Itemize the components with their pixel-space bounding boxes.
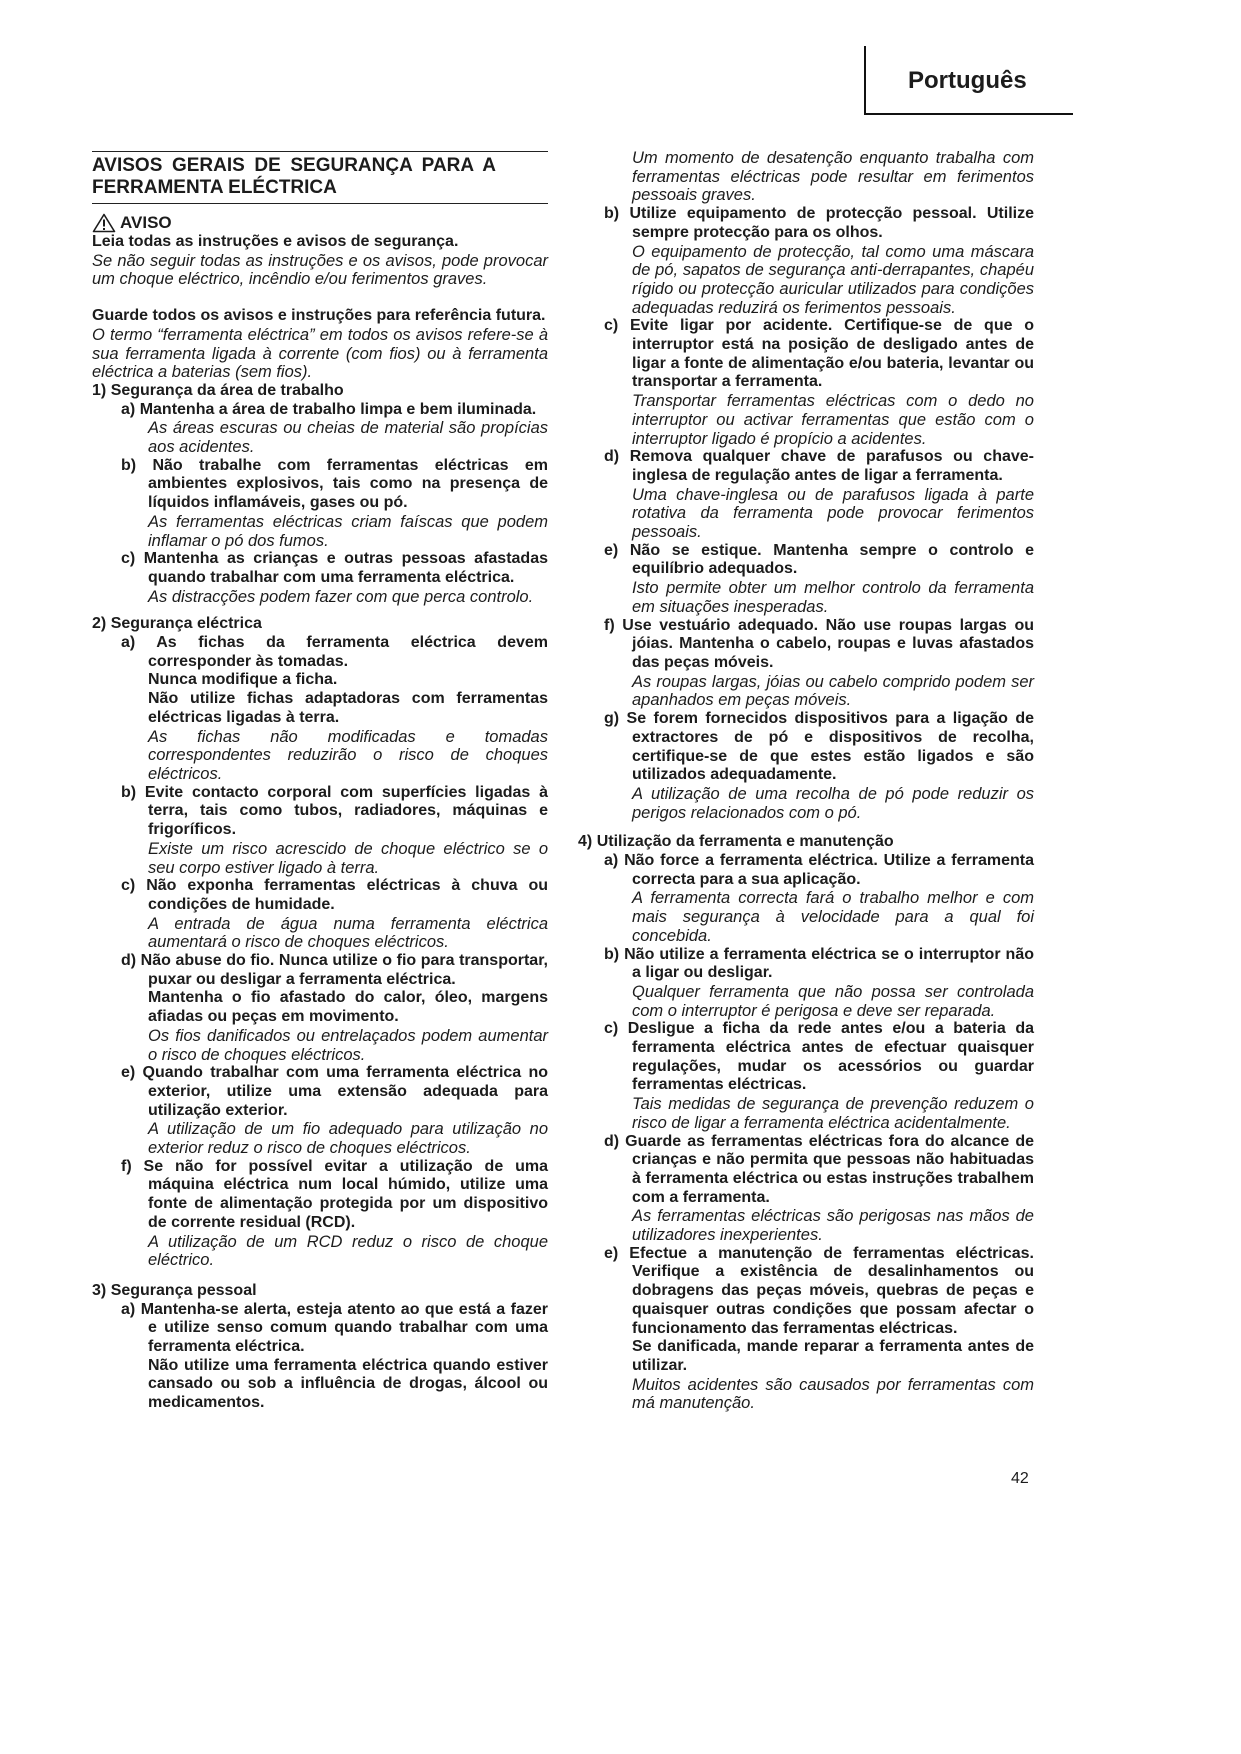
item-4d bbox=[578, 1133, 1034, 1245]
item-heading bbox=[578, 448, 1034, 485]
item-note: A utilização de um RCD reduz o risco de choque eléctrico. bbox=[148, 1232, 548, 1270]
item-text: Evite ligar por acidente. Certifique-se de que o interruptor está na posição de desligado antes de ligar a fonte de alimentação e/ou bateria, levantar ou transportar a ferramenta. bbox=[629, 317, 1035, 391]
item-note: As fichas não modificadas e tomadas correspondentes reduzirão o risco de choques eléctricos. bbox=[148, 727, 548, 783]
item-note: A entrada de água numa ferramenta eléctrica aumentará o risco de choques eléctricos. bbox=[148, 914, 548, 952]
warning-label: AVISO bbox=[120, 213, 172, 232]
item-heading bbox=[92, 401, 548, 420]
item-heading bbox=[92, 550, 548, 587]
item-label: e) bbox=[604, 541, 619, 559]
section-heading-1 bbox=[92, 382, 548, 401]
item-text: Utilize equipamento de protecção pessoal. Utilize sempre protecção para os olhos. bbox=[629, 205, 1034, 241]
item-note: As ferramentas eléctricas são perigosas nas mãos de utilizadores inexperientes. bbox=[632, 1207, 1034, 1245]
item-heading bbox=[578, 1133, 1034, 1208]
section-heading-4 bbox=[578, 833, 1034, 852]
item-heading bbox=[92, 634, 548, 671]
section-title: Segurança pessoal bbox=[110, 1281, 257, 1299]
item-3e bbox=[578, 542, 1034, 617]
item-heading bbox=[92, 877, 548, 914]
item-label: f) bbox=[604, 616, 615, 634]
section-number: 3) bbox=[92, 1281, 107, 1299]
item-note: Uma chave-inglesa ou de parafusos ligada à parte rotativa da ferramenta pode provocar ferimentos pessoais. bbox=[632, 485, 1034, 542]
item-3b bbox=[578, 205, 1034, 317]
page-title: AVISOS GERAIS DE SEGURANÇA PARA A FERRAMENTA ELÉCTRICA bbox=[92, 155, 496, 198]
item-text: Não abuse do fio. Nunca utilize o fio para transportar, puxar ou desligar a ferramenta eléctrica. bbox=[140, 952, 548, 988]
item-text: Remova qualquer chave de parafusos ou chave-inglesa de regulação antes de ligar a ferramenta. bbox=[629, 448, 1034, 484]
item-label: c) bbox=[121, 550, 136, 568]
item-3g bbox=[578, 710, 1034, 822]
item-text: Evite contacto corporal com superfícies ligadas à terra, tais como tubos, radiadores, máquinas e frigoríficos. bbox=[144, 783, 548, 839]
item-note: Transportar ferramentas eléctricas com o dedo no interruptor ou activar ferramentas que estão com o interruptor ligado é propício a acidentes. bbox=[632, 392, 1034, 448]
item-label: a) bbox=[604, 852, 619, 870]
item-text: Não utilize a ferramenta eléctrica se o interruptor não a ligar ou desligar. bbox=[624, 945, 1034, 982]
item-4b bbox=[578, 946, 1034, 1021]
item-label: a) bbox=[121, 1300, 136, 1318]
warning-triangle-icon bbox=[92, 213, 116, 233]
item-2d bbox=[92, 952, 548, 1064]
item-heading bbox=[92, 1158, 548, 1233]
item-heading bbox=[92, 1064, 548, 1120]
section-heading-3 bbox=[92, 1282, 548, 1301]
item-label: b) bbox=[121, 783, 137, 801]
item-note: Qualquer ferramenta que não possa ser controlada com o interruptor é perigosa e deve ser reparada. bbox=[632, 982, 1034, 1020]
read-all-note: Se não seguir todas as instruções e os avisos, pode provocar um choque eléctrico, incêndio e/ou ferimentos graves. bbox=[92, 251, 548, 289]
item-2b bbox=[92, 784, 548, 878]
section-title: Utilização da ferramenta e manutenção bbox=[596, 833, 894, 851]
item-note: A utilização de um fio adequado para utilização no exterior reduz o risco de choques eléctricos. bbox=[148, 1120, 548, 1158]
page-number: 42 bbox=[1011, 1470, 1029, 1487]
item-heading bbox=[92, 952, 548, 989]
read-all-instruction: Leia todas as instruções e avisos de segurança. bbox=[92, 233, 459, 250]
item-text: Mantenha-se alerta, esteja atento ao que está a fazer e utilize senso comum quando trabalhar com uma ferramenta eléctrica. bbox=[140, 1300, 548, 1356]
item-label: a) bbox=[121, 400, 136, 418]
item-note: O equipamento de protecção, tal como uma máscara de pó, sapatos de segurança anti-derrapantes, chapéu rígido ou protecção auricular utilizados para condições adequadas reduzirá os ferimentos pessoais. bbox=[632, 242, 1034, 317]
item-text: Não se estique. Mantenha sempre o controlo e equilíbrio adequados. bbox=[629, 541, 1035, 578]
header-vertical-rule bbox=[864, 46, 866, 115]
item-heading bbox=[92, 1301, 548, 1357]
item-note-continued: Um momento de desatenção enquanto trabalha com ferramentas eléctricas pode resultar em ferimentos pessoais graves. bbox=[632, 149, 1034, 205]
item-4e bbox=[578, 1245, 1034, 1413]
item-2a bbox=[92, 634, 548, 784]
item-text: Mantenha as crianças e outras pessoas afastadas quando trabalhar com uma ferramenta eléctrica. bbox=[143, 550, 548, 586]
item-note: As ferramentas eléctricas criam faíscas que podem inflamar o pó dos fumos. bbox=[148, 512, 548, 550]
item-heading bbox=[578, 317, 1034, 392]
item-note: As roupas largas, jóias ou cabelo comprido podem ser apanhados em peças móveis. bbox=[632, 672, 1034, 710]
item-label: e) bbox=[604, 1244, 619, 1262]
item-text: Se forem fornecidos dispositivos para a ligação de extractores de pó e dispositivos de recolha, certifique-se de que estes estão ligados e são utilizados adequadamente. bbox=[626, 710, 1034, 784]
item-note: Isto permite obter um melhor controlo da ferramenta em situações inesperadas. bbox=[632, 579, 1034, 616]
item-2c bbox=[92, 877, 548, 952]
item-note: As distracções podem fazer com que perca controlo. bbox=[148, 587, 534, 606]
item-3c bbox=[578, 317, 1034, 448]
item-text: Guarde as ferramentas eléctricas fora do alcance de crianças e não permita que pessoas não habituadas à ferramenta eléctrica ou estas instruções trabalhem com a ferramenta. bbox=[625, 1132, 1034, 1206]
item-note: Os fios danificados ou entrelaçados podem aumentar o risco de choques eléctricos. bbox=[148, 1026, 548, 1064]
item-note: Muitos acidentes são causados por ferramentas com má manutenção. bbox=[632, 1375, 1034, 1413]
item-heading bbox=[578, 852, 1034, 889]
item-note: As áreas escuras ou cheias de material são propícias aos acidentes. bbox=[148, 419, 548, 457]
section-heading-2 bbox=[92, 615, 548, 634]
item-label: g) bbox=[604, 710, 620, 728]
keep-instruction: Guarde todos os avisos e instruções para referência futura. bbox=[92, 307, 546, 325]
item-3f bbox=[578, 617, 1034, 711]
item-heading bbox=[92, 784, 548, 840]
item-heading bbox=[578, 946, 1034, 983]
item-label: d) bbox=[121, 952, 137, 970]
right-column bbox=[578, 149, 1034, 1413]
item-text: Efectue a manutenção de ferramentas eléctricas. Verifique a existência de desalinhamentos ou dobragens das peças móveis, quebras de peças e quaisquer outras condições que possam afectar o funcionamento das ferramentas eléctricas. bbox=[629, 1244, 1034, 1337]
item-4a bbox=[578, 852, 1034, 946]
section-title: Segurança eléctrica bbox=[110, 615, 262, 633]
item-1b bbox=[92, 457, 548, 551]
item-note: Tais medidas de segurança de prevenção reduzem o risco de ligar a ferramenta eléctrica acidentalmente. bbox=[632, 1095, 1034, 1132]
item-extra: Se danificada, mande reparar a ferramenta antes de utilizar. bbox=[632, 1338, 1034, 1374]
item-2e bbox=[92, 1064, 548, 1158]
item-extra: Não utilize uma ferramenta eléctrica quando estiver cansado ou sob a influência de drogas, álcool ou medicamentos. bbox=[148, 1356, 548, 1412]
item-heading bbox=[578, 205, 1034, 242]
item-label: e) bbox=[121, 1064, 136, 1082]
item-2f bbox=[92, 1158, 548, 1270]
item-extra: Nunca modifique a ficha. bbox=[148, 671, 338, 689]
section-number: 1) bbox=[92, 381, 107, 399]
title-box bbox=[92, 151, 548, 204]
item-text: Não trabalhe com ferramentas eléctricas em ambientes explosivos, tais como na presença de líquidos inflamáveis, gases ou pó. bbox=[148, 456, 548, 512]
section-number: 2) bbox=[92, 615, 107, 633]
item-extra: Mantenha o fio afastado do calor, óleo, margens afiadas ou peças em movimento. bbox=[148, 989, 548, 1026]
language-label: Português bbox=[908, 67, 1027, 94]
item-label: d) bbox=[604, 448, 620, 466]
section-title: Segurança da área de trabalho bbox=[110, 381, 344, 399]
item-heading bbox=[578, 1020, 1034, 1095]
item-text: Desligue a ficha da rede antes e/ou a bateria da ferramenta eléctrica antes de efectuar quaisquer regulações, mudar os acessórios ou guardar ferramentas eléctricas. bbox=[627, 1020, 1034, 1094]
item-text: Quando trabalhar com uma ferramenta eléctrica no exterior, utilize uma extensão adequada para utilização exterior. bbox=[142, 1064, 549, 1119]
item-note: A utilização de uma recolha de pó pode reduzir os perigos relacionados com o pó. bbox=[632, 784, 1034, 822]
item-text: Mantenha a área de trabalho limpa e bem iluminada. bbox=[139, 400, 537, 418]
item-heading bbox=[578, 710, 1034, 785]
section-number: 4) bbox=[578, 833, 593, 851]
item-label: c) bbox=[121, 877, 136, 895]
item-heading bbox=[578, 1245, 1034, 1339]
item-label: b) bbox=[121, 456, 137, 474]
item-label: c) bbox=[604, 317, 619, 335]
item-label: f) bbox=[121, 1157, 132, 1175]
item-label: b) bbox=[604, 205, 620, 223]
item-label: d) bbox=[604, 1132, 620, 1150]
item-text: Se não for possível evitar a utilização de uma máquina eléctrica num local húmido, utilize uma fonte de alimentação protegida por um dispositivo de corrente residual (RCD). bbox=[143, 1157, 548, 1231]
item-text: As fichas da ferramenta eléctrica devem corresponder às tomadas. bbox=[148, 634, 548, 670]
item-text: Não exponha ferramentas eléctricas à chuva ou condições de humidade. bbox=[146, 877, 548, 913]
item-note: A ferramenta correcta fará o trabalho melhor e com mais segurança à velocidade para a qual foi concebida. bbox=[632, 889, 1034, 945]
keep-note: O termo “ferramenta eléctrica” em todos os avisos refere-se à sua ferramenta ligada à corrente (com fios) ou à ferramenta eléctrica a baterias (sem fios). bbox=[92, 325, 548, 382]
item-heading bbox=[578, 542, 1034, 579]
header-horizontal-rule bbox=[864, 113, 1073, 115]
item-3d bbox=[578, 448, 1034, 542]
item-4c bbox=[578, 1020, 1034, 1132]
item-note: Existe um risco acrescido de choque eléctrico se o seu corpo estiver ligado à terra. bbox=[148, 839, 548, 877]
item-1a bbox=[92, 401, 548, 457]
item-1c bbox=[92, 550, 548, 606]
item-heading bbox=[578, 617, 1034, 673]
item-heading bbox=[92, 457, 548, 513]
item-text: Não force a ferramenta eléctrica. Utilize a ferramenta correcta para a sua aplicação. bbox=[624, 852, 1034, 888]
item-text: Use vestuário adequado. Não use roupas largas ou jóias. Mantenha o cabelo, roupas e luvas afastados das peças móveis. bbox=[622, 616, 1034, 671]
item-label: b) bbox=[604, 945, 620, 963]
left-column bbox=[92, 151, 548, 1413]
item-3a bbox=[92, 1301, 548, 1413]
warning-heading bbox=[92, 213, 548, 233]
item-label: a) bbox=[121, 634, 136, 652]
item-label: c) bbox=[604, 1020, 619, 1038]
item-extra: Não utilize fichas adaptadoras com ferramentas eléctricas ligadas à terra. bbox=[148, 690, 548, 726]
